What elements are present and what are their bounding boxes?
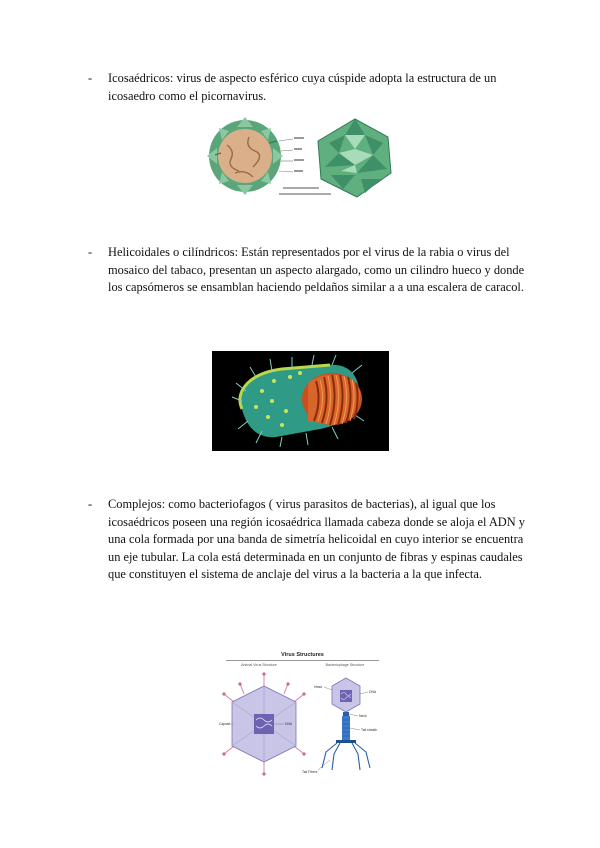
bullet-dash: - (88, 245, 93, 259)
label-head: Head (314, 685, 323, 689)
icosahedral-virus-figure (205, 113, 400, 203)
figure-title: Virus Structures (281, 652, 324, 658)
helical-virus-figure (212, 351, 389, 451)
virus-structures-figure (218, 650, 387, 788)
item-text: Complejos: como bacteriofagos ( virus parasitos de bacterias), al igual que los icosaédricos poseen una región icosaédrica llamada cabeza donde se aloja el ADN y una cola formada por una banda de simetría helicoidal en cuyo interior se encuentra un eje tubular. La cola está determinada en un conjunto de fibras y espinas caudales que constituyen el sistema de anclaje del virus a la bacteria a la que infecta. (108, 497, 525, 582)
icosahedral-capsid (318, 119, 391, 197)
bullet-dash: - (88, 71, 93, 85)
animal-virus-caption: Animal Virus Structure (241, 663, 277, 667)
bullet-dash: - (88, 497, 93, 511)
label-tail-sheath: Tail sheath (361, 728, 378, 732)
item-text: Icosaédricos: virus de aspecto esférico cuya cúspide adopta la estructura de un icosaedro como el picornavirus. (108, 71, 497, 103)
list-item-icosahedral (88, 70, 528, 105)
animal-virus-icosahedron (222, 672, 305, 775)
bacteriophage (322, 678, 370, 770)
virus-cross-section (207, 117, 283, 195)
label-capsid: Capsid (219, 722, 230, 726)
bacteriophage-caption: Bacteriophage Structure (325, 663, 365, 667)
label-neck: Neck (359, 714, 367, 718)
list-item-helical (88, 244, 528, 297)
label-dna-right: DNA (369, 690, 377, 694)
label-dna-left: DNA (285, 722, 293, 726)
item-text: Helicoidales o cilíndricos: Están representados por el virus de la rabia o virus del mosaico del tabaco, presentan un aspecto alargado, como un cilindro hueco y donde los capsómeros se ensamblan haciendo peldaños similar a a una escalera de caracol. (108, 245, 525, 295)
helical-core (302, 373, 362, 425)
list-item-complex (88, 496, 528, 584)
label-tail-fibers: Tail Fibers (302, 770, 318, 774)
